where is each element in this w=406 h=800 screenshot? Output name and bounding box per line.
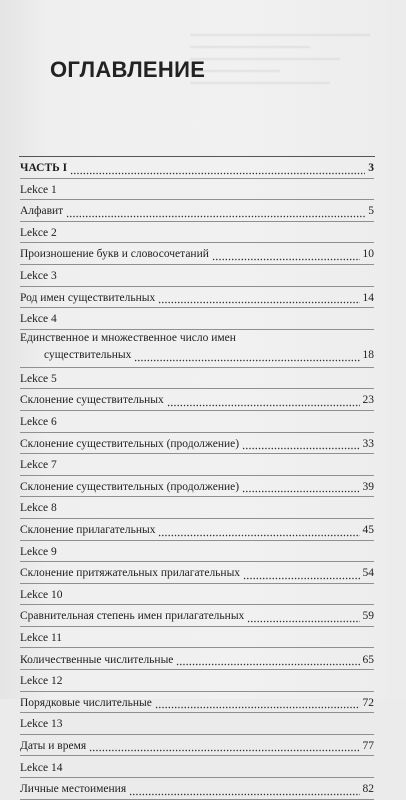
table-of-contents [20, 157, 374, 800]
toc-entry-row [20, 389, 374, 411]
dot-leader [70, 167, 365, 175]
part-title: ЧАСТЬ I [20, 162, 68, 175]
toc-entry-row [20, 243, 374, 265]
entry-title: Произношение букв и словосочетаний [20, 248, 209, 261]
page-number: 10 [362, 248, 374, 261]
page-number: 54 [362, 567, 374, 580]
dot-leader [212, 253, 360, 261]
page-number: 23 [362, 394, 374, 407]
lesson-label: Lekce 6 [20, 416, 57, 429]
entry-title: Склонение существительных (продолжение) [20, 437, 240, 450]
toc-entry-row [20, 692, 374, 714]
entry-title: Даты и время [20, 739, 87, 752]
toc-entry-row [20, 476, 374, 498]
entry-title: Порядковые числительные [20, 696, 152, 709]
lesson-label: Lekce 1 [20, 183, 57, 196]
lesson-label: Lekce 14 [20, 761, 63, 774]
lesson-label: Lekce 4 [20, 313, 57, 326]
toc-lesson-row [20, 756, 374, 778]
entry-title: Склонение существительных [20, 394, 164, 407]
toc-lesson-row [20, 179, 374, 201]
dot-leader [242, 485, 359, 493]
page-number: 65 [362, 653, 374, 666]
toc-lesson-row [20, 713, 374, 735]
toc-entry-row [20, 330, 374, 368]
page-number: 14 [362, 291, 374, 304]
toc-entry-row [20, 433, 374, 455]
toc-entry-row [20, 519, 374, 541]
dot-leader [158, 529, 359, 537]
lesson-label: Lekce 13 [20, 718, 63, 731]
lesson-label: Lekce 8 [20, 502, 57, 515]
entry-title: Склонение притяжательных прилагательных [20, 567, 241, 580]
entry-title: Алфавит [20, 205, 64, 218]
entry-title: Род имен существительных [20, 291, 156, 304]
toc-entry-row [20, 200, 374, 222]
toc-lesson-row [20, 541, 374, 563]
lesson-label: Lekce 3 [20, 270, 57, 283]
dot-leader [158, 296, 359, 304]
entry-title-line1: Единственное и множественное число имен [20, 331, 236, 344]
lesson-label: Lekce 2 [20, 226, 57, 239]
page-number: 82 [362, 783, 374, 796]
dot-leader [129, 788, 359, 796]
toc-entry-row [20, 562, 374, 584]
dot-leader [134, 354, 359, 362]
dot-leader [243, 572, 359, 580]
toc-entry-row [20, 648, 374, 670]
lesson-label: Lekce 5 [20, 372, 57, 385]
entry-title: Склонение существительных (продолжение) [20, 480, 240, 493]
page-number: 77 [362, 739, 374, 752]
page-number: 39 [362, 480, 374, 493]
dot-leader [89, 744, 359, 752]
toc-lesson-row [20, 368, 374, 390]
page-number: 59 [362, 610, 374, 623]
entry-title: Склонение прилагательных [20, 524, 156, 536]
toc-lesson-row [20, 411, 374, 433]
dot-leader [242, 442, 359, 450]
toc-lesson-row [20, 670, 374, 692]
toc-lesson-row [20, 497, 374, 519]
dot-leader [176, 658, 359, 666]
toc-lesson-row [20, 308, 374, 330]
page-number: 5 [368, 205, 374, 218]
toc-lesson-row [20, 454, 374, 476]
toc-part-row [20, 157, 374, 179]
toc-lesson-row [20, 222, 374, 244]
toc-lesson-row [20, 627, 374, 649]
dot-leader [155, 701, 360, 709]
page-number: 3 [368, 162, 374, 175]
entry-title: Количественные числительные [20, 653, 174, 666]
toc-lesson-row [20, 265, 374, 287]
entry-title-line2-wrap [20, 350, 374, 362]
page-number: 18 [362, 349, 374, 362]
toc-entry-row [20, 287, 374, 309]
lesson-label: Lekce 7 [20, 459, 57, 472]
toc-entry-row [20, 605, 374, 627]
dot-leader [167, 399, 360, 407]
lesson-label: Lekce 10 [20, 588, 63, 601]
lesson-label: Lekce 12 [20, 675, 63, 688]
entry-title: Сравнительная степень имен прилагательных [20, 610, 245, 623]
toc-entry-row [20, 778, 374, 800]
entry-title-line2: существительных [44, 349, 132, 362]
toc-entry-row [20, 735, 374, 757]
dot-leader [247, 615, 359, 623]
toc-lesson-row [20, 584, 374, 606]
lesson-label: Lekce 11 [20, 631, 63, 644]
page-title: ОГЛАВЛЕНИЕ [50, 57, 206, 82]
page-number: 33 [362, 437, 374, 450]
show-through-text [190, 24, 390, 144]
page-number: 72 [362, 696, 374, 709]
dot-leader [66, 210, 365, 218]
entry-title: Личные местоимения [20, 783, 127, 796]
lesson-label: Lekce 9 [20, 545, 57, 558]
page-number: 45 [362, 524, 374, 536]
